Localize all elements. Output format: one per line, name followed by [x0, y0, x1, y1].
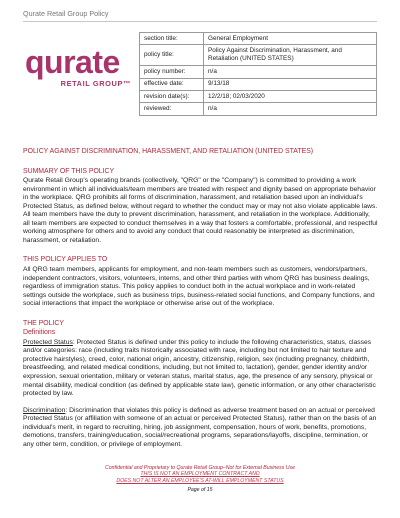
meta-value: 9/13/18 — [204, 78, 377, 90]
meta-row-revision-dates — [140, 91, 377, 103]
meta-key: policy number: — [140, 66, 204, 78]
meta-value: n/a — [204, 103, 377, 115]
meta-row-policy-title — [140, 45, 377, 66]
meta-row-section-title — [140, 33, 377, 45]
document-footer — [0, 465, 400, 494]
meta-value: n/a — [204, 66, 377, 78]
policy-body — [23, 148, 378, 449]
footer-confidential: Confidential and Proprietary to Qurate Retail Group–Not for External Business Use — [104, 465, 295, 471]
logo-subtitle: RETAIL GROUP™ — [60, 79, 131, 88]
policy-heading: THE POLICY — [23, 319, 64, 327]
meta-row-policy-number — [140, 66, 377, 78]
protected-status-term: Protected Status — [23, 338, 73, 346]
protected-status-text: : Protected Status is defined under this policy to include the following characteristics, status, classes and/or categories: race (including traits historically associated with race, including but not limited to hair texture and protective hairstyles), creed, color, national origin, ancestry, citizenship, religion, sex (including pregnancy, childbirth, breastfeeding, and related medical conditions, including, but not limited to, lactation), gender, gender identity and/or expression, sexual orientation, military or veteran status, marital status, age, the presence of any sensory, physical or mental disability, medical condition (as defined by applicable state law), genetic information, or any other characteristic protected by law. — [23, 338, 376, 398]
policy-title: POLICY AGAINST DISCRIMINATION, HARASSMENT, AND RETALIATION (UNITED STATES) — [23, 148, 314, 155]
meta-key: effective date: — [140, 78, 204, 90]
header-divider — [23, 21, 377, 22]
applies-heading: THIS POLICY APPLIES TO — [23, 256, 108, 264]
page-number: Page of 15 — [187, 487, 213, 494]
meta-key: policy title: — [140, 45, 204, 66]
protected-status-paragraph — [23, 339, 378, 399]
logo-wordmark: qurate — [25, 44, 120, 80]
qurate-logo — [25, 44, 133, 88]
summary-heading: SUMMARY OF THIS POLICY — [23, 167, 115, 175]
meta-key: section title: — [140, 33, 204, 45]
discrimination-text: : Discrimination that violates this policy is defined as adverse treatment based on an actual or perceived Protected Status (or affiliation with someone of an actual or perceived Protected Status), rather than on the basis of an individual's merit, in regard to recruiting, hiring, job assignment, compensation, hours of work, benefits, promotions, demotions, transfers, training/education, social/recreational programs, separations/layoffs, discipline, termination, or any other term, condition, or privilege of employment. — [23, 406, 377, 448]
meta-value: 12/2/18; 02/03/2020 — [204, 91, 377, 103]
footer-at-will-notice: DOES NOT ALTER AN EMPLOYEE'S AT-WILL EMPLOYMENT STATUS — [116, 477, 284, 484]
meta-key: revision date(s): — [140, 91, 204, 103]
definitions-heading: Definitions — [23, 329, 56, 337]
document-header: Qurate Retail Group Policy — [23, 9, 109, 18]
meta-value: General Employment — [204, 33, 377, 45]
discrimination-paragraph — [23, 407, 378, 450]
applies-paragraph: All QRG team members, applicants for employment, and non-team members such as customers, vendors/partners, independent contractors, visitors, volunteers, interns, and other third parties with whom QRG has business dealings, regardless of immigration status. This policy applies to conduct both in the actual workplace and in work-related settings outside the workplace, such as business trips, business-related social functions, and Company functions, and social interactions that impact the workplace or otherwise arise out of the workplace. — [23, 266, 375, 308]
discrimination-term: Discrimination — [23, 406, 66, 414]
summary-paragraph: Qurate Retail Group's operating brands (collectively, "QRG" or the "Company") is committed to providing a work environment in which all individuals/team members are treated with respect and dignity based on appropriate behavior in the workplace. QRG prohibits all forms of discrimination, harassment, and retaliation based upon an individual's Protected Status, as defined below, without regard to whether the conduct may or may not also violate applicable laws. All team members have the duty to prevent discrimination, harassment, and retaliation in the workplace. Additionally, all team members are expected to conduct themselves in a way that fosters a comfortable, professional, and respectful working atmosphere for others and to avoid any conduct that could reasonably be interpreted as discrimination, harassment, or retaliation. — [23, 177, 378, 244]
meta-key: reviewed: — [140, 103, 204, 115]
footer-contract-notice: THIS IS NOT AN EMPLOYMENT CONTRACT AND — [140, 471, 260, 478]
meta-row-effective-date — [140, 78, 377, 90]
policy-metadata-table — [139, 32, 377, 116]
meta-value: Policy Against Discrimination, Harassment, and Retaliation (UNITED STATES) — [204, 45, 377, 66]
meta-row-reviewed — [140, 103, 377, 115]
